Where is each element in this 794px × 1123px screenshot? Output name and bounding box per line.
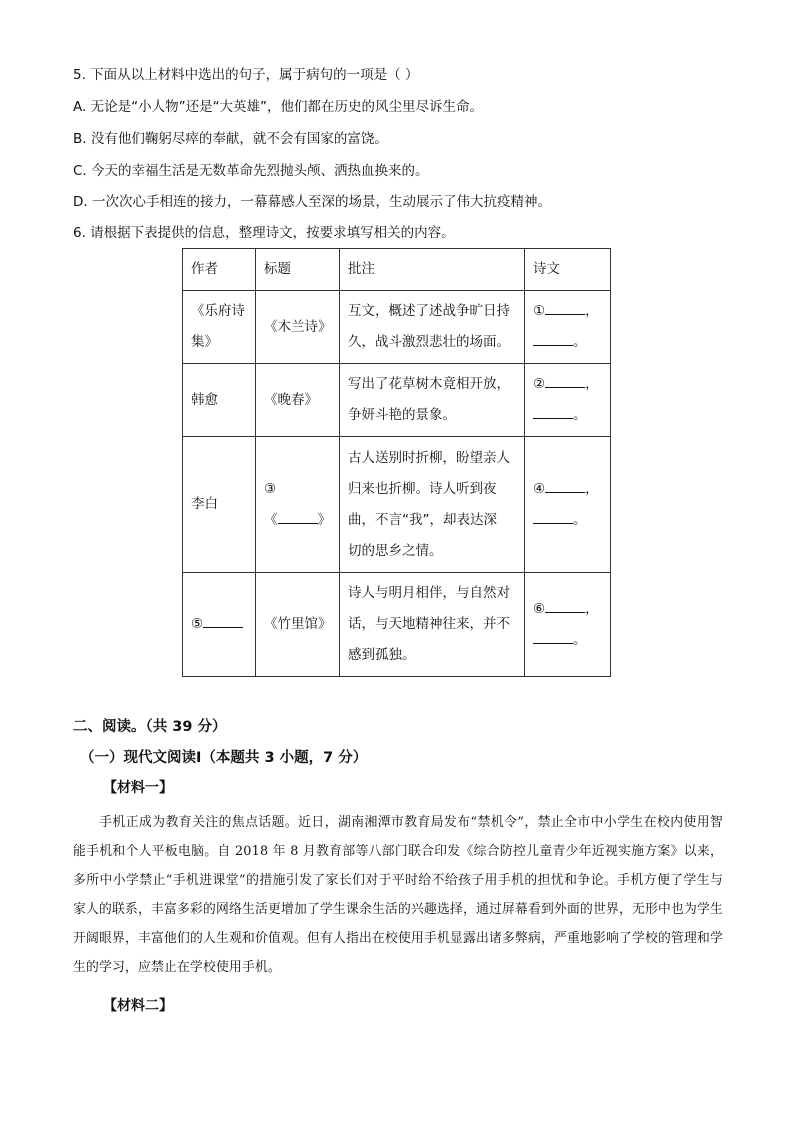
answer-blank[interactable]: [545, 372, 585, 388]
note-cell: 诗人与明月相伴，与自然对 话，与天地精神往来，并不 感到孤独。: [340, 573, 525, 677]
header-title: 标题: [256, 249, 340, 291]
option-b: B. 没有他们鞠躬尽瘁的奉献，就不会有国家的富饶。: [73, 131, 388, 147]
option-a: A. 无论是“小人物”还是“大英雄”，他们都在历史的风尘里尽诉生命。: [73, 99, 484, 115]
answer-blank[interactable]: [533, 508, 573, 524]
poem-table: [182, 248, 611, 677]
answer-blank[interactable]: [278, 508, 318, 524]
poem-blank-cell: ④ ， 。: [525, 437, 611, 573]
table-row: [183, 291, 611, 364]
title-cell: 《晚春》: [256, 364, 340, 437]
table-header-row: [183, 249, 611, 291]
option-c: C. 今天的幸福生活是无数革命先烈抛头颅、洒热血换来的。: [73, 163, 429, 179]
material-1-text: 手机正成为教育关注的焦点话题。近日，湖南湘潭市教育局发布“禁机令”，禁止全市中小学生在校内使用智能手机和个人平板电脑。自 2018 年 8 月教育部等八部门联合印发《综合防控儿童青少年近视实施方案》以来，多所中小学禁止“手机进课堂”的措施引发了家长们对于平时给不给孩子用手机的担忧和争论。手机方便了学生与家人的联系，丰富多彩的网络生活更增加了学生课余生活的兴趣选择，通过屏幕看到外面的世界，无形中也为学生开阔眼界，丰富他们的人生观和价值观。但有人指出在校使用手机显露出诸多弊病，严重地影响了学校的管理和学生的学习，应禁止在学校使用手机。: [73, 815, 723, 975]
answer-blank[interactable]: [545, 477, 585, 493]
material-1-label: 【材料一】: [103, 780, 173, 796]
option-d: D. 一次次心手相连的接力，一幕幕感人至深的场景，生动展示了伟大抗疫精神。: [73, 194, 551, 210]
subsection-heading: （一）现代文阅读Ⅰ（本题共 3 小题，7 分）: [80, 750, 368, 766]
question-5-stem: 5. 下面从以上材料中选出的句子，属于病句的一项是（ ）: [73, 67, 419, 83]
header-note: 批注: [340, 249, 525, 291]
material-2-label: 【材料二】: [103, 998, 173, 1014]
table-row: [183, 364, 611, 437]
poem-blank-cell: ⑥ ， 。: [525, 573, 611, 677]
answer-blank[interactable]: [533, 403, 573, 419]
answer-blank[interactable]: [545, 597, 585, 613]
author-cell: ⑤: [183, 573, 256, 677]
section-heading: 二、阅读。（共 39 分）: [73, 719, 227, 735]
answer-blank[interactable]: [533, 628, 573, 644]
poem-blank-cell: ① ， 。: [525, 291, 611, 364]
author-cell: 韩愈: [183, 364, 256, 437]
note-cell: 写出了花草树木竟相开放， 争妍斗艳的景象。: [340, 364, 525, 437]
answer-blank[interactable]: [533, 330, 573, 346]
header-poem: 诗文: [525, 249, 611, 291]
note-cell: 古人送别时折柳，盼望亲人 归来也折柳。诗人听到夜 曲，不言“我”，却表达深 切的思乡之情。: [340, 437, 525, 573]
question-6-stem: 6. 请根据下表提供的信息，整理诗文，按要求填写相关的内容。: [73, 225, 455, 241]
header-author: 作者: [183, 249, 256, 291]
poem-blank-cell: ② ， 。: [525, 364, 611, 437]
answer-blank[interactable]: [203, 612, 243, 628]
answer-blank[interactable]: [545, 299, 585, 315]
title-cell: ③ 《 》: [256, 437, 340, 573]
title-cell: 《竹里馆》: [256, 573, 340, 677]
author-cell: 李白: [183, 437, 256, 573]
title-cell: 《木兰诗》: [256, 291, 340, 364]
author-cell: 《乐府诗 集》: [183, 291, 256, 364]
note-cell: 互文，概述了述战争旷日持 久，战斗激烈悲壮的场面。: [340, 291, 525, 364]
table-row: [183, 437, 611, 573]
table-row: [183, 573, 611, 677]
